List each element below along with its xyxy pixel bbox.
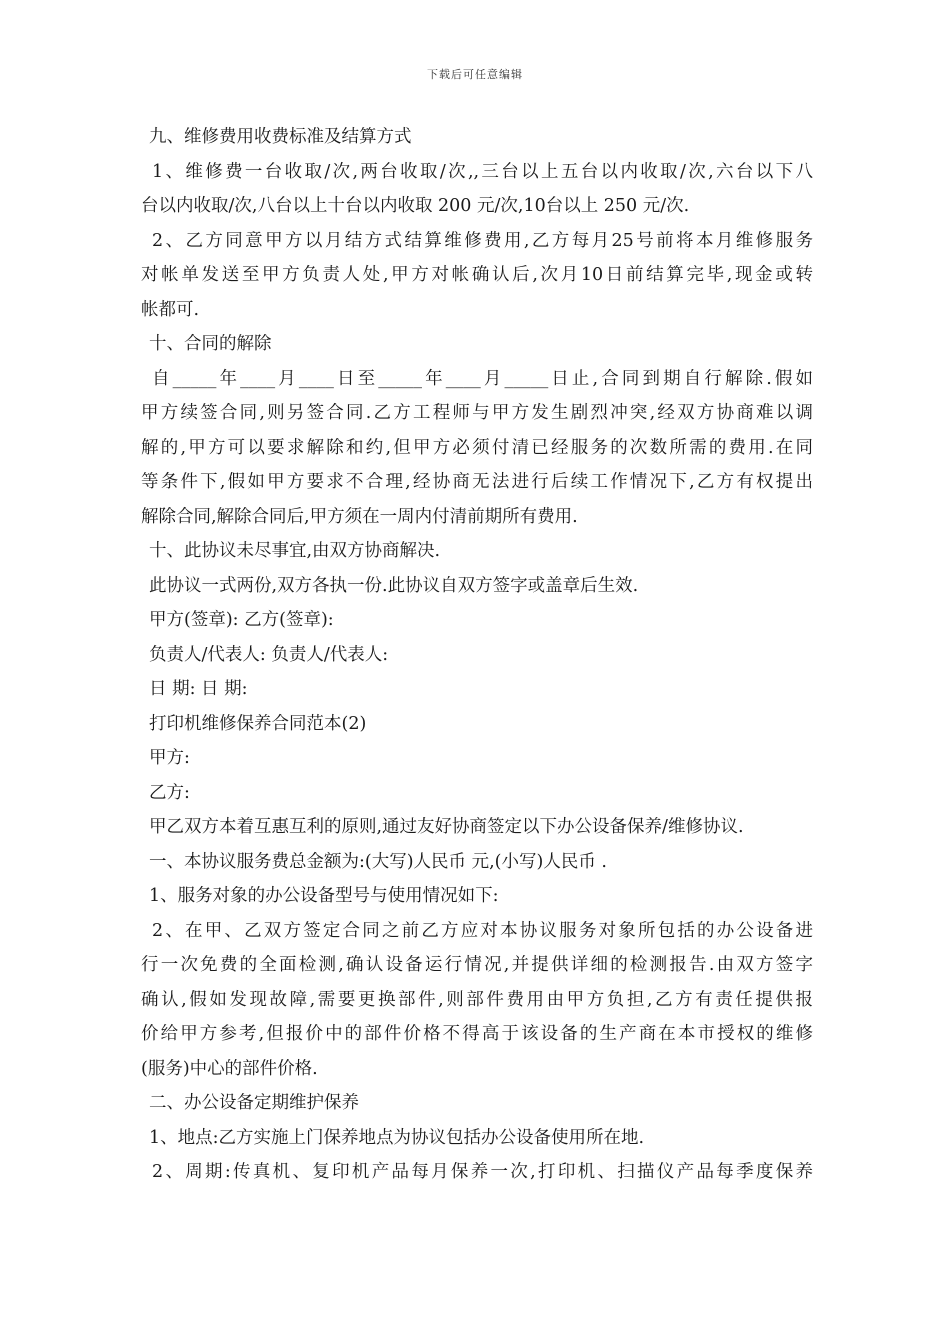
text-line: 甲方: bbox=[149, 748, 190, 768]
text-line: 1、维修费一台收取/次,两台收取/次,,三台以上五台以内收取/次,六台以下八 bbox=[152, 161, 813, 182]
text-line: 台以内收取/次,八台以上十台以内收取 200 元/次,10台以上 250 元/次. bbox=[141, 196, 690, 216]
text-line: 价给甲方参考,但报价中的部件价格不得高于该设备的生产商在本市授权的维修 bbox=[141, 1024, 813, 1044]
text-line: 1、服务对象的办公设备型号与使用情况如下: bbox=[149, 886, 499, 906]
text-line: (服务)中心的部件价格. bbox=[141, 1058, 318, 1079]
text-line: 解除合同,解除合同后,甲方须在一周内付清前期所有费用. bbox=[141, 506, 578, 527]
text-line: 二、办公设备定期维护保养 bbox=[149, 1093, 359, 1113]
text-line: 等条件下,假如甲方要求不合理,经协商无法进行后续工作情况下,乙方有权提出 bbox=[141, 472, 813, 492]
text-line: 打印机维修保养合同范本(2) bbox=[149, 713, 367, 734]
text-line: 帐都可. bbox=[141, 299, 200, 320]
text-line: 一、本协议服务费总金额为:(大写)人民币 元,(小写)人民币 . bbox=[149, 851, 607, 872]
text-line: 2、乙方同意甲方以月结方式结算维修费用,乙方每月25号前将本月维修服务 bbox=[152, 230, 813, 251]
text-line: 负责人/代表人: 负责人/代表人: bbox=[149, 644, 389, 665]
text-line: 日 期: 日 期: bbox=[149, 679, 248, 699]
text-line: 自_____年____月____日至_____年____月_____日止,合同到期自行解除.假如 bbox=[152, 368, 813, 389]
text-line: 对帐单发送至甲方负责人处,甲方对帐确认后,次月10日前结算完毕,现金或转 bbox=[141, 265, 813, 285]
text-line: 2、周期:传真机、复印机产品每月保养一次,打印机、扫描仪产品每季度保养 bbox=[152, 1162, 813, 1182]
document-body bbox=[141, 120, 813, 1190]
text-line: 此协议一式两份,双方各执一份.此协议自双方签字或盖章后生效. bbox=[149, 575, 639, 596]
text-line: 九、维修费用收费标准及结算方式 bbox=[149, 127, 412, 147]
text-line: 解的,甲方可以要求解除和约,但甲方必须付清已经服务的次数所需的费用.在同 bbox=[141, 437, 813, 458]
text-line: 甲方(签章): 乙方(签章): bbox=[149, 610, 334, 630]
text-line: 2、在甲、乙双方签定合同之前乙方应对本协议服务对象所包括的办公设备进 bbox=[152, 920, 813, 941]
page-header-note: 下载后可任意编辑 bbox=[427, 68, 523, 81]
text-line: 甲乙双方本着互惠互利的原则,通过友好协商签定以下办公设备保养/维修协议. bbox=[149, 817, 744, 837]
text-line: 十、此协议未尽事宜,由双方协商解决. bbox=[149, 541, 441, 561]
text-line: 十、合同的解除 bbox=[149, 334, 272, 354]
text-line: 甲方续签合同,则另签合同.乙方工程师与甲方发生剧烈冲突,经双方协商难以调 bbox=[141, 403, 813, 423]
text-line: 行一次免费的全面检测,确认设备运行情况,并提供详细的检测报告.由双方签字 bbox=[141, 955, 813, 975]
text-line: 1、地点:乙方实施上门保养地点为协议包括办公设备使用所在地. bbox=[149, 1127, 645, 1148]
text-line: 确认,假如发现故障,需要更换部件,则部件费用由甲方负担,乙方有责任提供报 bbox=[141, 989, 813, 1010]
text-line: 乙方: bbox=[149, 782, 190, 803]
